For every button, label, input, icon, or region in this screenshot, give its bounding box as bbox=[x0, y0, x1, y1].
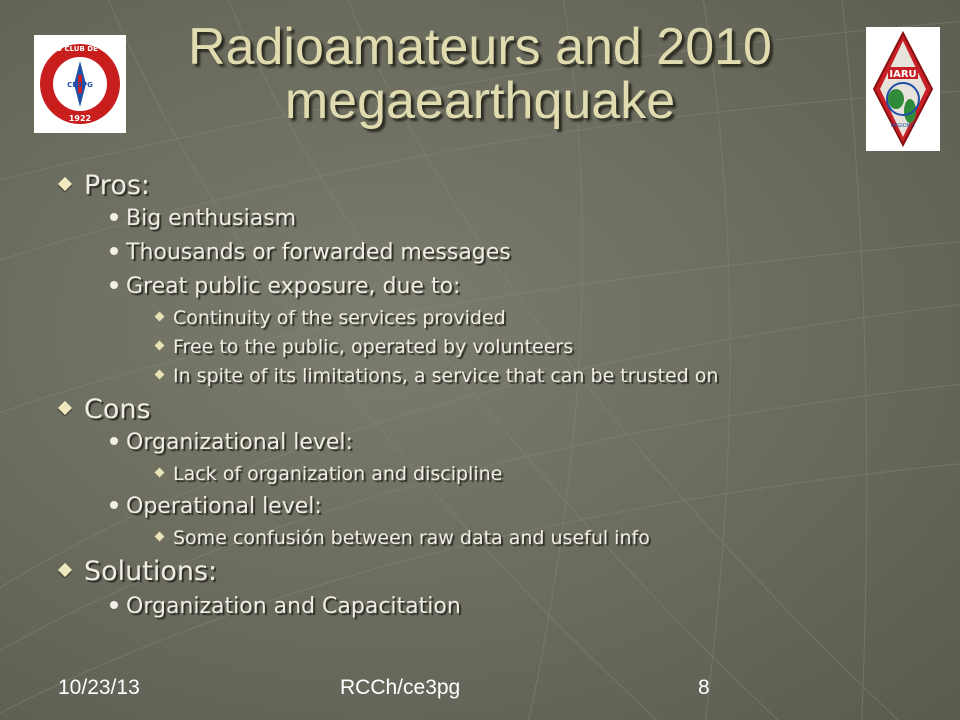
radio-club-de-chile-logo bbox=[34, 35, 126, 133]
bullet-level2 bbox=[110, 594, 461, 619]
bullet-level3 bbox=[156, 336, 573, 358]
bullet-level2 bbox=[110, 206, 296, 231]
logo-left-year: 1922 bbox=[68, 114, 92, 123]
bullet-level1-pros bbox=[60, 170, 150, 201]
bullet-level2 bbox=[110, 240, 511, 265]
small-diamond-bullet-icon bbox=[155, 532, 165, 542]
logo-left-top-text: RADIO CLUB DE CHILE bbox=[36, 45, 124, 53]
dot-bullet-icon bbox=[110, 281, 118, 289]
bullet-text: Operational level: bbox=[126, 494, 322, 519]
iaru-logo-text: IARU bbox=[889, 69, 917, 80]
footer-page-number: 8 bbox=[698, 676, 710, 699]
bullet-level3 bbox=[156, 365, 718, 387]
diamond-bullet-icon bbox=[58, 562, 72, 576]
dot-bullet-icon bbox=[110, 437, 118, 445]
bullet-text: Thousands or forwarded messages bbox=[126, 240, 511, 265]
small-diamond-bullet-icon bbox=[155, 370, 165, 380]
footer-date: 10/23/13 bbox=[58, 676, 140, 699]
bullet-level2 bbox=[110, 274, 460, 299]
diamond-bullet-icon bbox=[58, 400, 72, 414]
dot-bullet-icon bbox=[110, 213, 118, 221]
logo-left-center-text: CE3PG bbox=[67, 81, 93, 89]
title-line-2: megaearthquake bbox=[284, 72, 676, 130]
bullet-level2 bbox=[110, 494, 322, 519]
bullet-text: In spite of its limitations, a service that can be trusted on bbox=[173, 365, 719, 387]
bullet-level3 bbox=[156, 307, 506, 329]
dot-bullet-icon bbox=[110, 601, 118, 609]
bullet-text: Great public exposure, due to: bbox=[126, 274, 461, 299]
slide-title bbox=[180, 20, 780, 128]
bullet-text: Pros: bbox=[84, 170, 150, 201]
small-diamond-bullet-icon bbox=[155, 341, 165, 351]
bullet-level2 bbox=[110, 430, 353, 455]
bullet-text: Continuity of the services provided bbox=[173, 307, 506, 329]
small-diamond-bullet-icon bbox=[155, 468, 165, 478]
bullet-text: Lack of organization and discipline bbox=[173, 463, 503, 485]
bullet-text: Some confusión between raw data and useful info bbox=[173, 527, 650, 549]
bullet-text: Organizational level: bbox=[126, 430, 353, 455]
bullet-text: Free to the public, operated by volunteers bbox=[173, 336, 574, 358]
bullet-level1-cons bbox=[60, 394, 151, 425]
bullet-level3 bbox=[156, 463, 502, 485]
dot-bullet-icon bbox=[110, 501, 118, 509]
bullet-text: Organization and Capacitation bbox=[126, 594, 461, 619]
small-diamond-bullet-icon bbox=[155, 312, 165, 322]
footer-author: RCCh/ce3pg bbox=[340, 676, 461, 699]
iaru-logo-region: REGION 2 bbox=[890, 123, 916, 129]
bullet-level1-solutions bbox=[60, 556, 217, 587]
bullet-text: Big enthusiasm bbox=[126, 206, 297, 231]
dot-bullet-icon bbox=[110, 247, 118, 255]
diamond-bullet-icon bbox=[58, 176, 72, 190]
bullet-text: Solutions: bbox=[84, 556, 218, 587]
title-line-1: Radioamateurs and 2010 bbox=[188, 18, 772, 76]
bullet-level3 bbox=[156, 527, 650, 549]
bullet-text: Cons bbox=[84, 394, 151, 425]
iaru-logo bbox=[866, 27, 940, 151]
